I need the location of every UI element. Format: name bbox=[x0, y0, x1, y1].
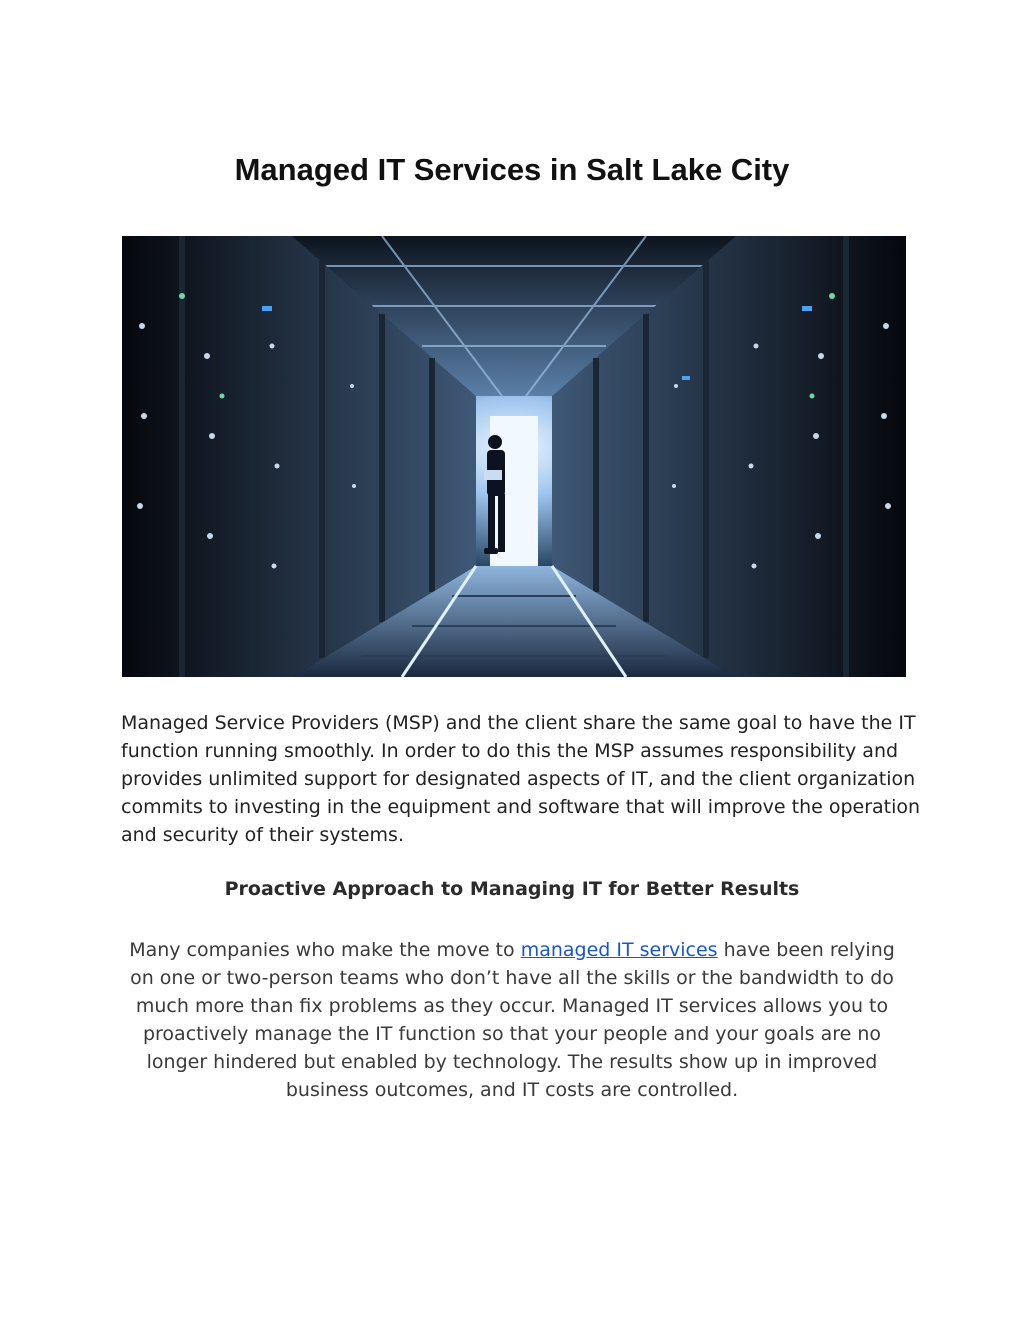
intro-paragraph: Managed Service Providers (MSP) and the client share the same goal to have the IT function running smoothly. In order to do this the MSP assumes responsibility and provides unlimited support for designated aspects of IT, and the client organization commits to investing in the equipment and software that will improve the operation and security of their systems. bbox=[121, 712, 921, 846]
page-title: Managed IT Services in Salt Lake City bbox=[234, 152, 790, 187]
datacenter-photo bbox=[122, 236, 906, 677]
section-paragraph-before-link: Many companies who make the move to bbox=[129, 939, 521, 961]
managed-it-services-link[interactable]: managed IT services bbox=[520, 939, 718, 961]
section-heading: Proactive Approach to Managing IT for Better Results bbox=[224, 878, 800, 900]
section-paragraph-after-link: have been relying on one or two-person teams who don’t have all the skills or the bandwidth to do much more than fix problems as they occur. Managed IT services allows you to proactively manage the IT function so that your people and your goals are no longer hindered but enabled by technology. The results show up in improved business outcomes, and IT costs are controlled. bbox=[130, 939, 895, 1101]
section-paragraph bbox=[128, 936, 896, 1104]
